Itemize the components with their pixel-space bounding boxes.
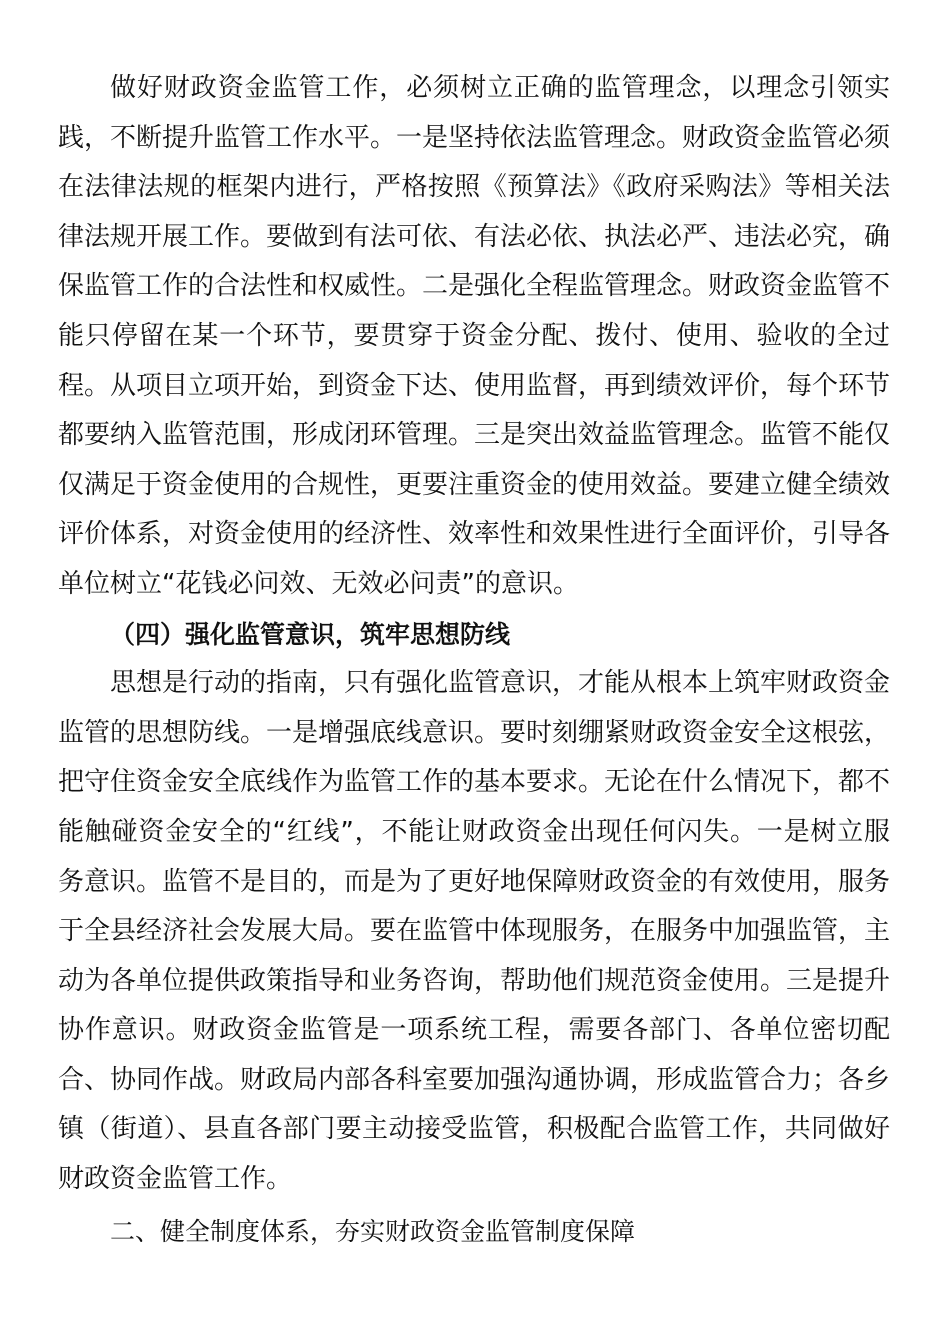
section-heading-institutional-system: 二、健全制度体系，夯实财政资金监管制度保障 <box>110 1216 636 1246</box>
body-paragraph-supervision-concept: 做好财政资金监管工作，必须树立正确的监管理念，以理念引领实践，不断提升监管工作水平。一是坚持依法监管理念。财政资金监管必须在法律法规的框架内进行，严格按照《预算法》《政府采购法》等相关法律法规开展工作。要做到有法可依、有法必依、执法必严、违法必究，确保监管工作的合法性和权威性。二是强化全程监管理念。财政资金监管不能只停留在某一个环节，要贯穿于资金分配、拨付、使用、验收的全过程。从项目立项开始，到资金下达、使用监督，再到绩效评价，每个环节都要纳入监管范围，形成闭环管理。三是突出效益监管理念。监管不能仅仅满足于资金使用的合规性，更要注重资金的使用效益。要建立健全绩效评价体系，对资金使用的经济性、效率性和效果性进行全面评价，引导各单位树立“花钱必问效、无效必问责”的意识。 <box>58 73 891 599</box>
subheading-strengthen-awareness: （四）强化监管意识，筑牢思想防线 <box>110 619 511 649</box>
document-page <box>58 64 890 1256</box>
body-paragraph-supervision-awareness: 思想是行动的指南，只有强化监管意识，才能从根本上筑牢财政资金监管的思想防线。一是增强底线意识。要时刻绷紧财政资金安全这根弦，把守住资金安全底线作为监管工作的基本要求。无论在什么情况下，都不能触碰资金安全的“红线”，不能让财政资金出现任何闪失。一是树立服务意识。监管不是目的，而是为了更好地保障财政资金的有效使用，服务于全县经济社会发展大局。要在监管中体现服务，在服务中加强监管，主动为各单位提供政策指导和业务咨询，帮助他们规范资金使用。三是提升协作意识。财政资金监管是一项系统工程，需要各部门、各单位密切配合、协同作战。财政局内部各科室要加强沟通协调，形成监管合力；各乡镇（街道）、县直各部门要主动接受监管，积极配合监管工作，共同做好财政资金监管工作。 <box>58 668 891 1195</box>
